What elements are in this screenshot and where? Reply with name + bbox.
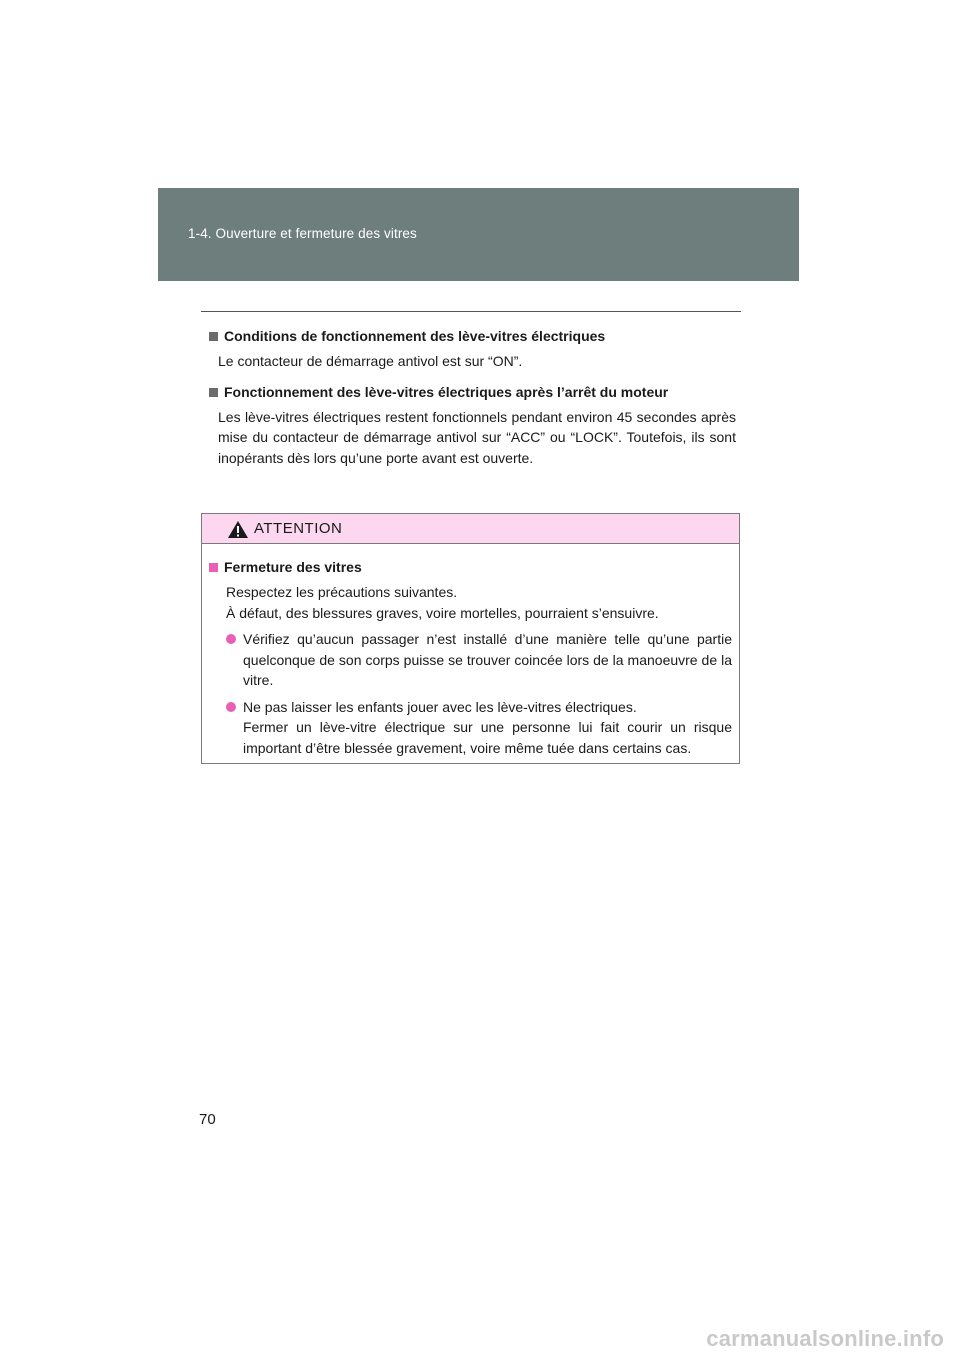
warning-subheading: Fermeture des vitres (209, 557, 732, 577)
warning-bullet: Ne pas laisser les enfants jouer avec les lève-vitres électriques. Fermer un lève-vitre électrique sur une personne lui fait courir un risque important d’être blessée gravement, voire même tuée dans certains cas. (209, 697, 732, 759)
section-text: Les lève-vitres électriques restent fonctionnels pendant environ 45 secondes après mise du contacteur de démarrage antivol sur “ACC” ou “LOCK”. Toutefois, ils sont inopérants dès lors qu’une porte avant est ouverte. (218, 408, 736, 466)
warning-header (202, 514, 739, 544)
page-number: 70 (199, 1111, 216, 1128)
site-watermark: carmanualsonline.info (706, 1326, 944, 1351)
section-divider (201, 311, 741, 312)
warning-box (201, 513, 740, 764)
warning-bullet: Vérifiez qu’aucun passager n’est installé d’une manière telle qu’une partie quelconque de son corps puisse se trouver coincée lors de la manoeuvre de la vitre. (209, 629, 732, 691)
warning-intro: Respectez les précautions suivantes. À défaut, des blessures graves, voire mortelles, pourraient s’ensuivre. (226, 584, 659, 621)
warning-triangle-icon (227, 520, 249, 539)
section-heading: Conditions de fonctionnement des lève-vitres électriques (201, 326, 736, 346)
round-bullet-icon (226, 634, 236, 644)
main-content (201, 326, 736, 476)
round-bullet-icon (226, 702, 236, 712)
square-bullet-icon (209, 388, 218, 397)
square-bullet-icon (209, 332, 218, 341)
chapter-title: 1-4. Ouverture et fermeture des vitres (188, 226, 417, 241)
chapter-header-band (158, 188, 799, 281)
warning-body (202, 544, 739, 758)
section-heading: Fonctionnement des lève-vitres électriques après l’arrêt du moteur (201, 382, 736, 402)
warning-label: ATTENTION (254, 520, 343, 537)
square-bullet-icon (209, 563, 218, 572)
section-text: Le contacteur de démarrage antivol est sur “ON”. (218, 353, 523, 369)
